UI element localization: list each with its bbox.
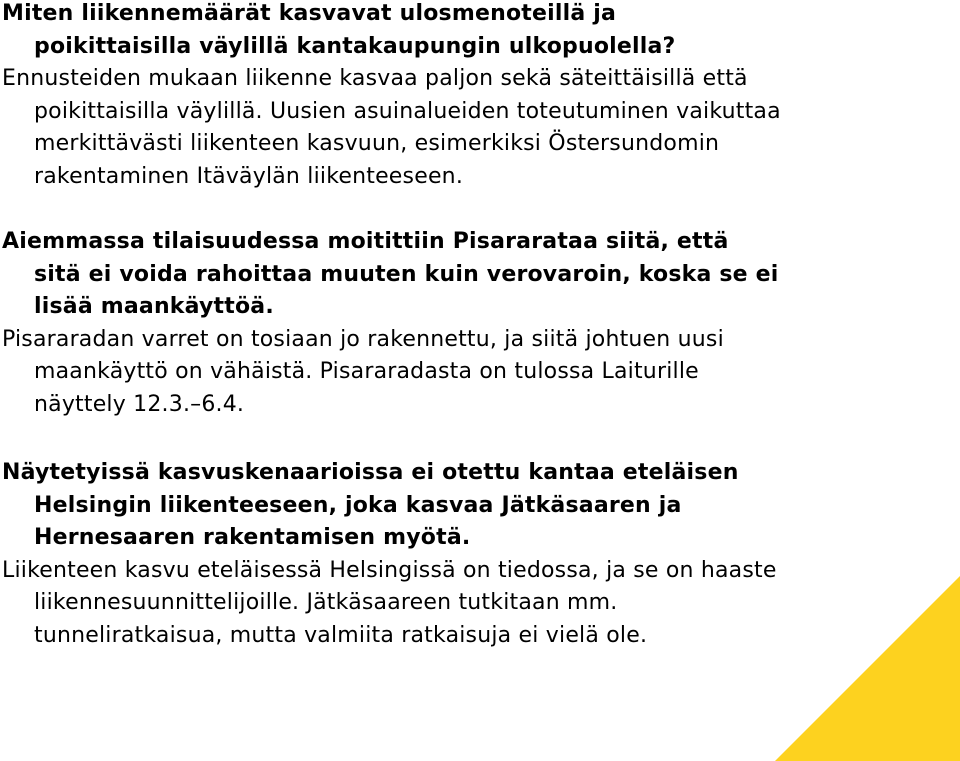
body-line: Ennusteiden mukaan liikenne kasvaa paljon sekä säteittäisillä että	[2, 66, 748, 91]
heading-line: Hernesaaren rakentamisen myötä.	[34, 525, 471, 550]
body-line: poikittaisilla väylillä. Uusien asuinalueiden toteutuminen vaikuttaa	[34, 98, 781, 124]
body-line: maankäyttö on vähäistä. Pisararadasta on tulossa Laiturille	[34, 359, 699, 384]
body-line: näyttely 12.3.–6.4.	[34, 391, 245, 417]
heading-line: lisää maankäyttöä.	[34, 294, 274, 319]
body-line: Pisararadan varret on tosiaan jo rakennettu, ja siitä johtuen uusi	[2, 326, 724, 352]
section-body	[2, 324, 902, 422]
body-line: tunneliratkaisua, mutta valmiita ratkaisuja ei vielä ole.	[34, 622, 648, 648]
heading-line: Miten liikennemäärät kasvavat ulosmenoteillä ja	[2, 1, 617, 26]
heading-line: sitä ei voida rahoittaa muuten kuin verovaroin, koska se ei	[34, 261, 779, 287]
section-body	[2, 63, 902, 193]
heading-line: Aiemmassa tilaisuudessa moitittiin Pisararataa siitä, että	[2, 229, 729, 254]
section-heading	[2, 226, 902, 324]
section-pisararata	[2, 226, 902, 421]
section-body	[2, 555, 902, 653]
section-heading	[2, 0, 902, 63]
section-heading	[2, 457, 902, 555]
heading-line: poikittaisilla väylillä kantakaupungin ulkopuolella?	[34, 33, 676, 59]
body-line: Liikenteen kasvu eteläisessä Helsingissä on tiedossa, ja se on haaste	[2, 557, 777, 583]
heading-line: Helsingin liikenteeseen, joka kasvaa Jätkäsaaren ja	[34, 492, 682, 518]
body-line: merkittävästi liikenteen kasvuun, esimerkiksi Östersundomin	[34, 131, 720, 156]
section-southern-helsinki	[2, 457, 902, 652]
section-traffic-growth	[2, 0, 902, 193]
corner-triangle-decoration	[775, 576, 960, 761]
heading-line: Näytetyissä kasvuskenaarioissa ei otettu kantaa eteläisen	[2, 460, 739, 485]
body-line: rakentaminen Itäväylän liikenteeseen.	[34, 163, 464, 189]
body-line: liikennesuunnittelijoille. Jätkäsaareen tutkitaan mm.	[34, 590, 618, 615]
